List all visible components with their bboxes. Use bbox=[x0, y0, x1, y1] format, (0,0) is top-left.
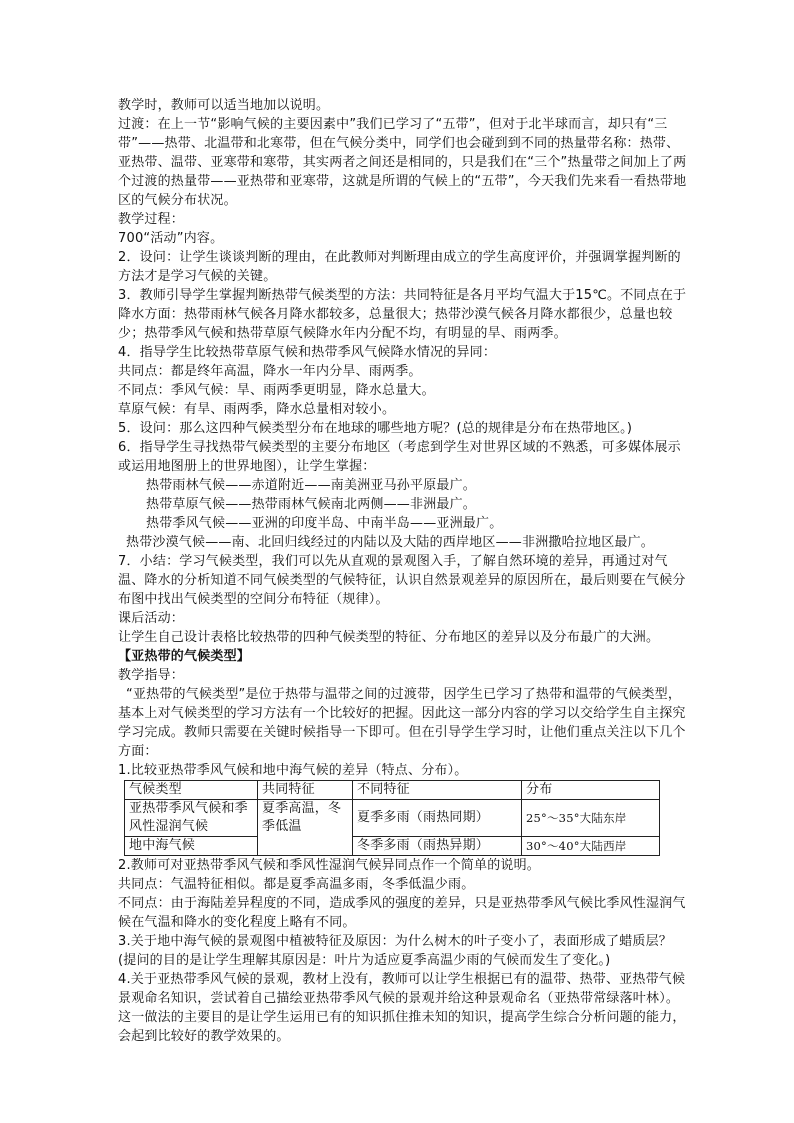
paragraph-step-3: 3．教师引导学生掌握判断热带气候类型的方法：共同特征是各月平均气温大于15℃。不同点在于降水方面：热带雨林气候各月降水都较多，总量很大；热带沙漠气候各月降水都很少，总量也较少；热带季风气候和热带草原气候降水年内分配不均，有明显的旱、雨两季。 bbox=[118, 288, 687, 341]
paragraph-explain: 2.教师可对亚热带季风气候和季风性湿润气候异同点作一个简单的说明。 bbox=[118, 858, 541, 873]
paragraph-activity: 700“活动”内容。 bbox=[118, 231, 224, 246]
document-page bbox=[118, 96, 688, 1046]
paragraph-step-4: 4．指导学生比较热带草原气候和热带季风气候降水情况的异同： bbox=[118, 345, 497, 360]
paragraph-label: 教学过程： bbox=[118, 212, 185, 227]
table-header-cell: 分布 bbox=[522, 781, 660, 800]
paragraph-label: 教学指导： bbox=[118, 668, 185, 683]
table-header-cell: 共同特征 bbox=[258, 781, 353, 800]
paragraph-compare: 1.比较亚热带季风气候和地中海气候的差异（特点、分布）。 bbox=[118, 763, 468, 778]
section-heading: 【亚热带的气候类型】 bbox=[118, 649, 251, 664]
table-header-cell: 不同特征 bbox=[353, 781, 522, 800]
paragraph-monsoon-landscape: 4.关于亚热带季风气候的景观，教材上没有，教师可以让学生根据已有的温带、热带、亚热带气候景观命名知识，尝试着自己描绘亚热带季风气候的景观并给这种景观命名（亚热带常绿落叶林）。这一做法的主要目的是让学生运用已有的知识抓住推未知的知识，提高学生综合分析问题的能力，会起到比较好的教学效果的。 bbox=[118, 972, 686, 1044]
table-row bbox=[125, 837, 660, 856]
paragraph-mediterranean: 3.关于地中海气候的景观图中植被特征及原因：为什么树木的叶子变小了，表面形成了蜡质层？(提问的目的是让学生理解其原因是：叶片为适应夏季高温少雨的气候而发生了变化。) bbox=[118, 934, 673, 968]
paragraph-common: 共同点：都是终年高温，降水一年内分旱、雨两季。 bbox=[118, 364, 422, 379]
paragraph-step-6: 6．指导学生寻找热带气候类型的主要分布地区（考虑到学生对世界区域的不熟悉，可多媒体展示或运用地图册上的世界地图），让学生掌握： bbox=[118, 440, 681, 474]
paragraph-step-5: 5．设问：那么这四种气候类型分布在地球的哪些地方呢？(总的规律是分布在热带地区。) bbox=[118, 421, 633, 436]
distribution-line: 热带雨林气候——赤道附近——南美洲亚马孙平原最广。 bbox=[146, 478, 477, 493]
table-cell: 夏季高温，冬季低温 bbox=[258, 800, 353, 856]
distribution-line: 热带草原气候——热带雨林气候南北两侧——非洲最广。 bbox=[146, 497, 477, 512]
table-row bbox=[125, 800, 660, 837]
climate-comparison-table bbox=[124, 780, 660, 856]
distribution-line: 热带沙漠气候——南、北回归线经过的内陆以及大陆的西岸地区——非洲撒哈拉地区最广。 bbox=[126, 535, 655, 550]
table-cell: 25°～35°大陆东岸 bbox=[522, 800, 660, 837]
paragraph-summary: 7．小结：学习气候类型，我们可以先从直观的景观图入手，了解自然环境的差异，再通过对气温、降水的分析知道不同气候类型的气候特征，认识自然景观差异的原因所在，最后则要在气候分布图中找出气候类型的空间分布特征（规律）。 bbox=[118, 554, 686, 607]
distribution-line: 热带季风气候——亚洲的印度半岛、中南半岛——亚洲最广。 bbox=[146, 516, 503, 531]
table-header-row bbox=[125, 781, 660, 800]
paragraph-difference: 不同点：季风气候：旱、雨两季更明显，降水总量大。 bbox=[118, 383, 435, 398]
paragraph-step-2: 2．设问：让学生谈谈判断的理由，在此教师对判断理由成立的学生高度评价，并强调掌握判断的方法才是学习气候的关键。 bbox=[118, 250, 681, 284]
paragraph-guidance: “亚热带的气候类型”是位于热带与温带之间的过渡带，因学生已学习了热带和温带的气候类型，基本上对气候类型的学习方法有一个比较好的把握。因此这一部分内容的学习以交给学生自主探究学习完成。教师只需要在关键时候指导一下即可。但在引导学生学习时，让他们重点关注以下几个方面： bbox=[118, 687, 686, 759]
paragraph-savanna: 草原气候：有旱、雨两季，降水总量相对较小。 bbox=[118, 402, 396, 417]
table-cell: 地中海气候 bbox=[125, 837, 258, 856]
table-cell: 30°～40°大陆西岸 bbox=[522, 837, 660, 856]
paragraph-homework: 让学生自己设计表格比较热带的四种气候类型的特征、分布地区的差异以及分布最广的大洲。 bbox=[118, 630, 660, 645]
table-cell: 亚热带季风气候和季风性湿润气候 bbox=[125, 800, 258, 837]
paragraph-common: 共同点：气温特征相似。都是夏季高温多雨，冬季低温少雨。 bbox=[118, 877, 475, 892]
table-header-cell: 气候类型 bbox=[125, 781, 258, 800]
table-cell: 冬季多雨（雨热异期） bbox=[353, 837, 522, 856]
paragraph: 教学时，教师可以适当地加以说明。 bbox=[118, 98, 330, 113]
paragraph-label: 课后活动： bbox=[118, 611, 185, 626]
table-cell: 夏季多雨（雨热同期） bbox=[353, 800, 522, 837]
paragraph-difference: 不同点：由于海陆差异程度的不同，造成季风的强度的差异，只是亚热带季风气候比季风性湿润气候在气温和降水的变化程度上略有不同。 bbox=[118, 896, 686, 930]
paragraph-transition: 过渡：在上一节“影响气候的主要因素中”我们已学习了“五带”，但对于北半球而言，却只有“三带”——热带、北温带和北寒带，但在气候分类中，同学们也会碰到到不同的热量带名称：热带、亚热带、温带、亚寒带和寒带，其实两者之间还是相同的，只是我们在“三个”热量带之间加上了两个过渡的热量带——亚热带和亚寒带，这就是所谓的气候上的“五带”，今天我们先来看一看热带地区的气候分布状况。 bbox=[118, 117, 687, 208]
